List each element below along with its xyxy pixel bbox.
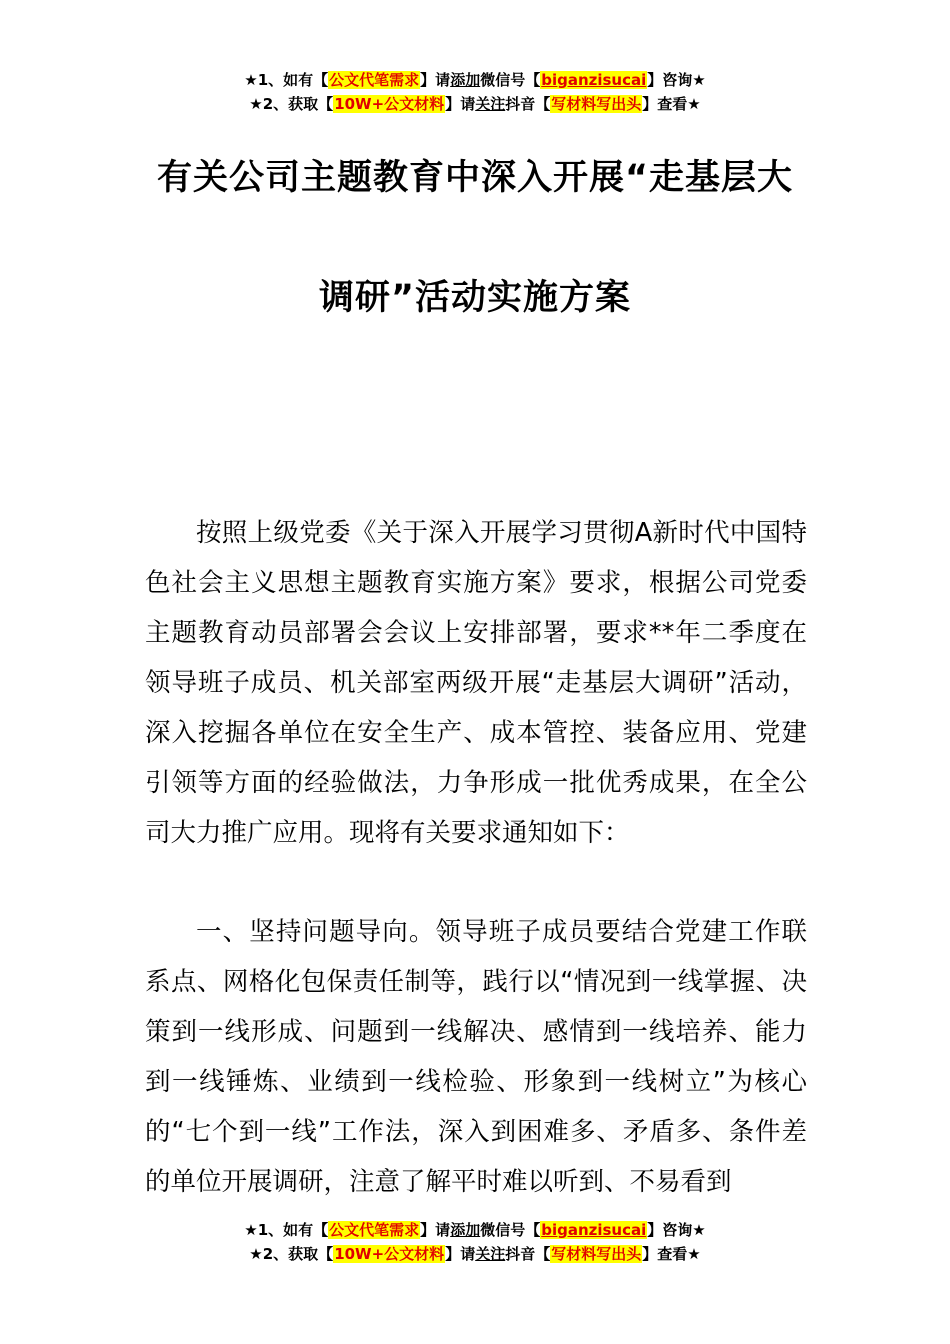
banner-highlight: 写材料写出头 [551,95,642,113]
banner-line-1: ★1、如有【公文代笔需求】请添加微信号【biganzisucai】咨询★ [244,71,706,89]
banner-highlight: 公文代笔需求 [329,71,420,89]
header-banner [0,68,950,116]
wechat-id-link[interactable]: biganzisucai [541,71,647,89]
banner-highlight: 公文代笔需求 [329,1221,420,1239]
wechat-id-link[interactable]: biganzisucai [541,1221,647,1239]
banner-line-1: ★1、如有【公文代笔需求】请添加微信号【biganzisucai】咨询★ [244,1221,706,1239]
banner-highlight: 10W+公文材料 [334,1245,445,1263]
body-paragraph-1: 按照上级党委《关于深入开展学习贯彻A新时代中国特色社会主义思想主题教育实施方案》要求，根据公司党委主题教育动员部署会会议上安排部署，要求**年二季度在领导班子成员、机关部室两级开展“走基层大调研”活动，深入挖掘各单位在安全生产、成本管控、装备应用、党建引领等方面的经验做法，力争形成一批优秀成果，在全公司大力推广应用。现将有关要求通知如下： [145,518,807,848]
banner-highlight: 10W+公文材料 [334,95,445,113]
body-paragraph-2: 一、坚持问题导向。领导班子成员要结合党建工作联系点、网格化包保责任制等，践行以“情况到一线掌握、决策到一线形成、问题到一线解决、感情到一线培养、能力到一线锤炼、业绩到一线检验、形象到一线树立”为核心的“七个到一线”工作法，深入到困难多、矛盾多、条件差的单位开展调研，注意了解平时难以听到、不易看到 [145,917,807,1197]
banner-line-2: ★2、获取【10W+公文材料】请关注抖音【写材料写出头】查看★ [249,1245,701,1263]
footer-banner [0,1218,950,1266]
doc-title-line-1: 有关公司主题教育中深入开展“走基层大 [156,158,793,198]
banner-line-2: ★2、获取【10W+公文材料】请关注抖音【写材料写出头】查看★ [249,95,701,113]
doc-title-line-2: 调研”活动实施方案 [318,278,631,318]
banner-highlight: 写材料写出头 [551,1245,642,1263]
